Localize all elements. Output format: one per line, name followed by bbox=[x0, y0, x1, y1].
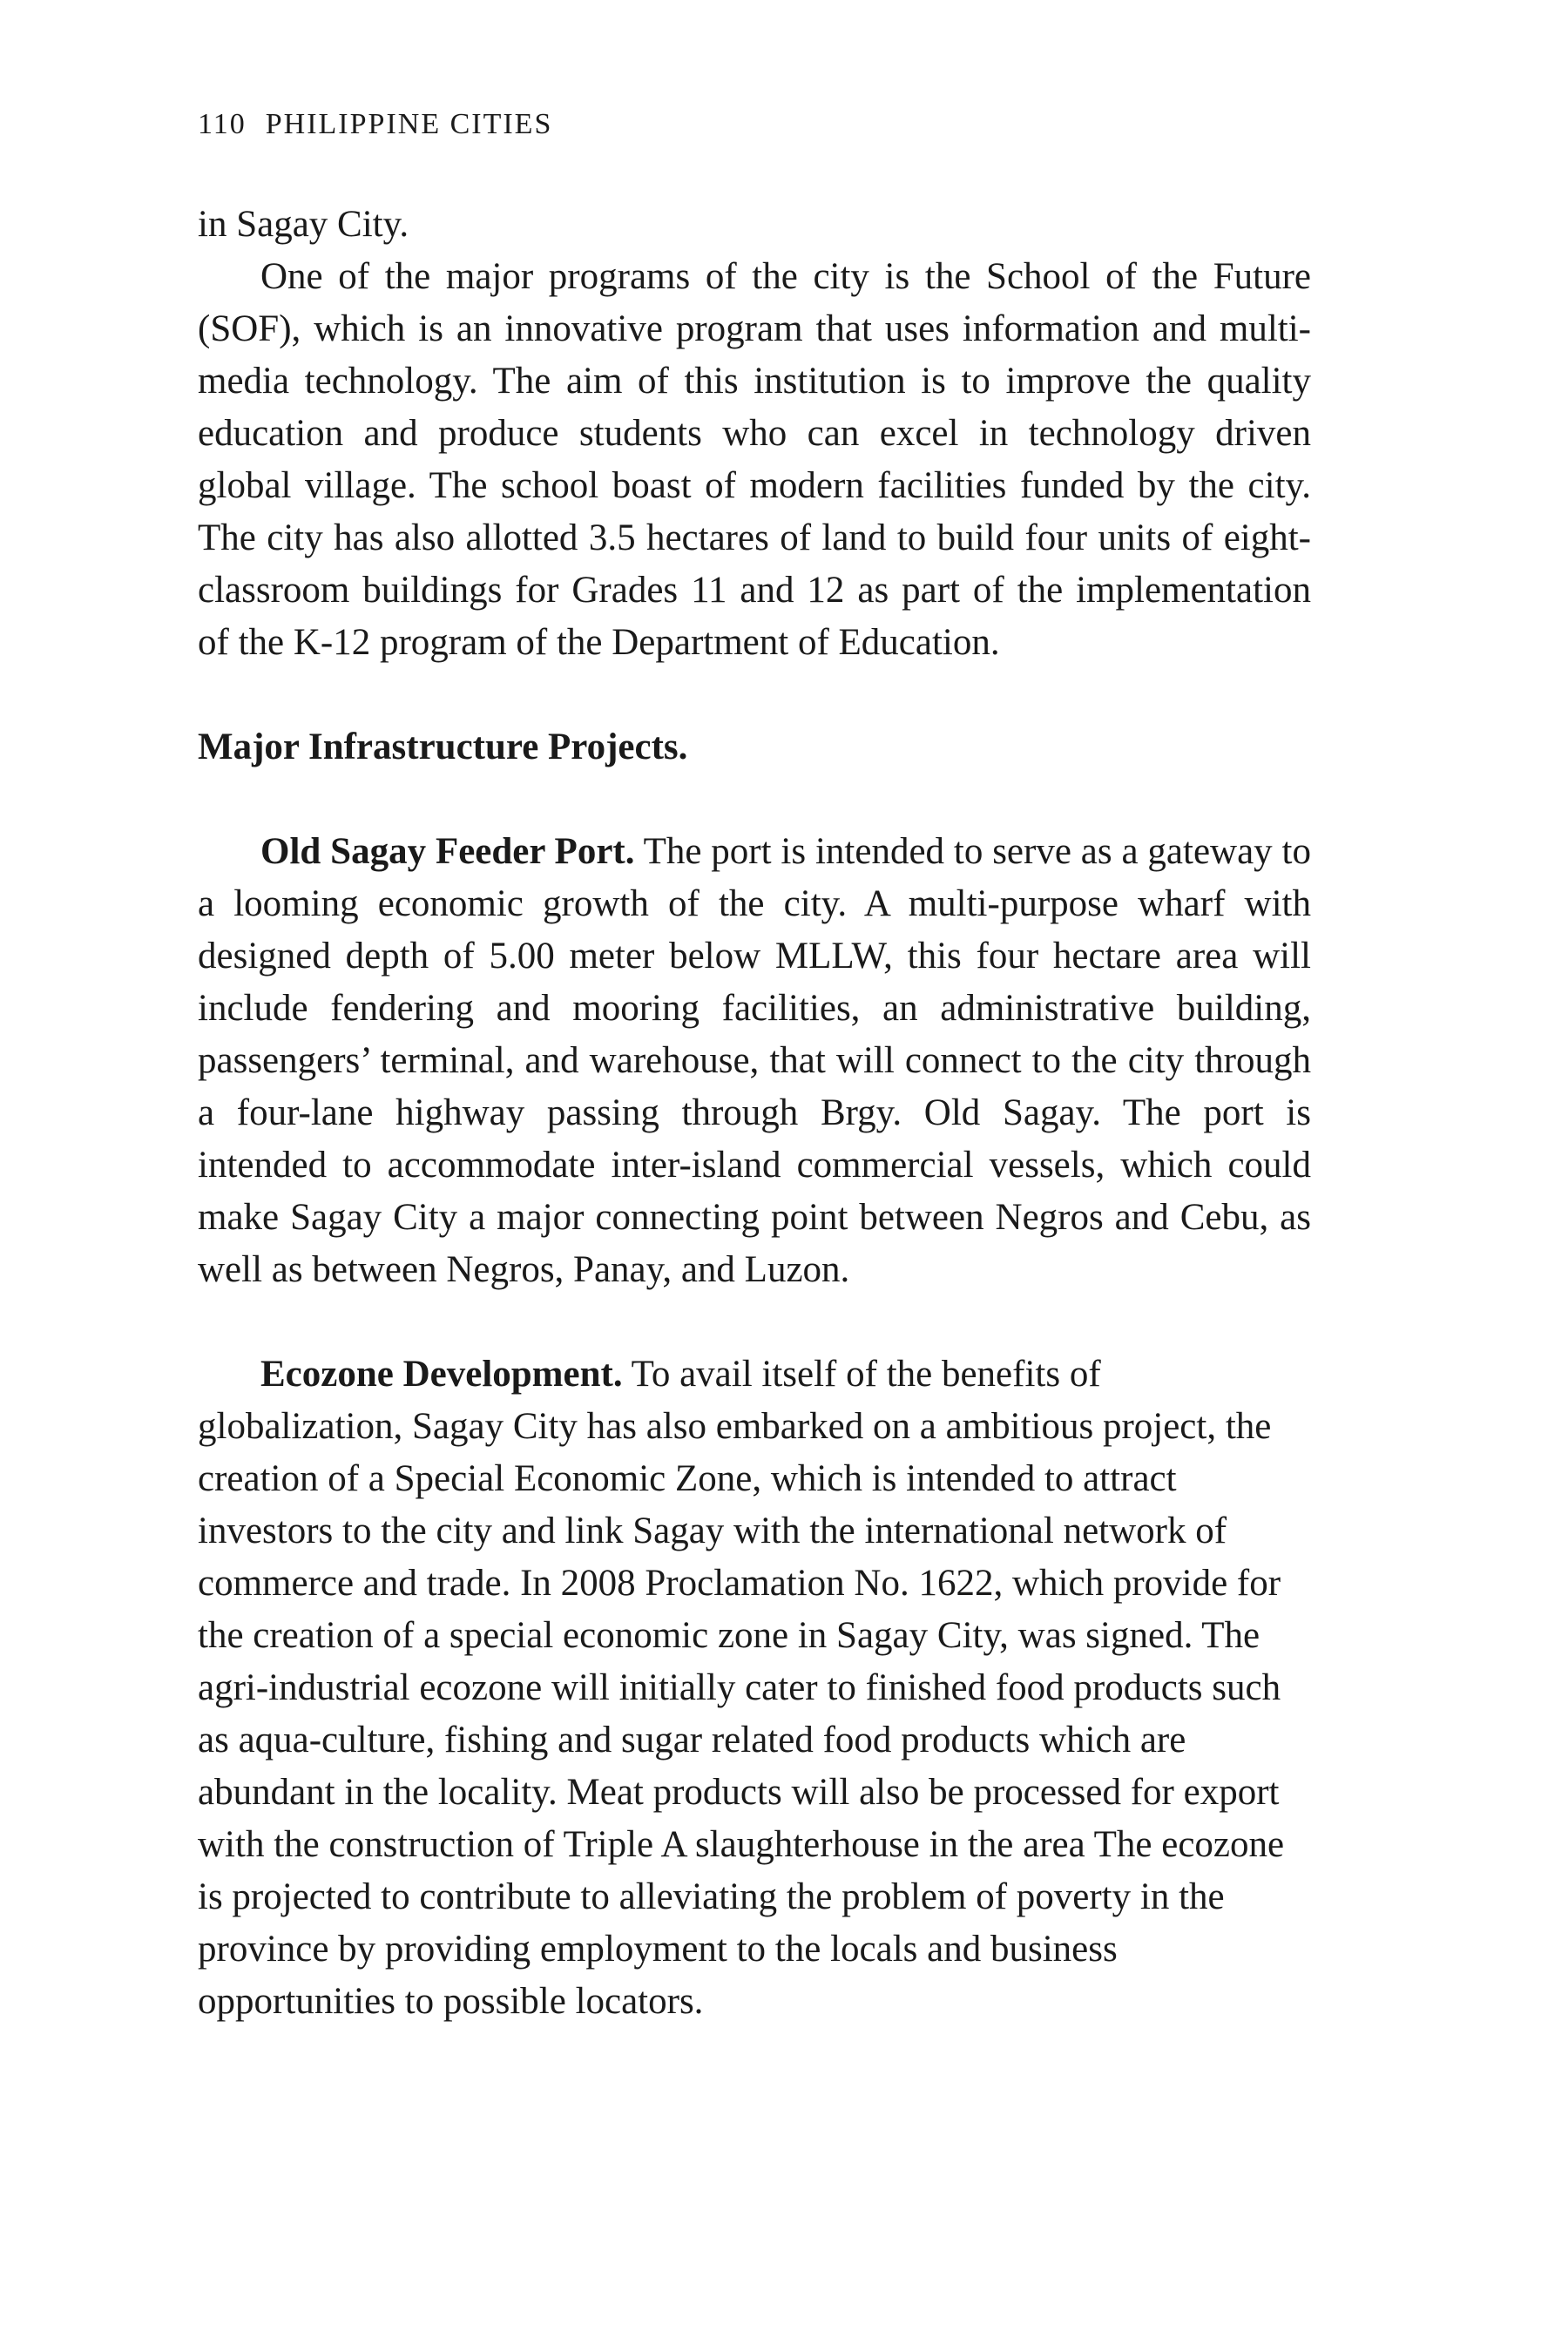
port-paragraph bbox=[198, 826, 1311, 1296]
section-heading: Major Infrastructure Projects. bbox=[198, 727, 688, 767]
book-page bbox=[198, 103, 1311, 2080]
port-section bbox=[198, 826, 1311, 1296]
continuation-paragraph: in Sagay City. bbox=[198, 204, 409, 245]
ecozone-body-text: To avail itself of the benefits of globalization, Sagay City has also embarked on a ambitious project, the creation of a Special Economic Zone, which is intended to attract investors to the city and link Sagay with the international network of commerce and trade. In 2008 Proclamation No. 1622, which provide for the creation of a special economic zone in Sagay City, was signed. The agri-industrial ecozone will initially cater to finished food products such as aqua-culture, fishing and sugar related food products which are abundant in the locality. Meat products will also be processed for export with the construction of Triple A slaughterhouse in the area The ecozone is projected to contribute to alleviating the problem of poverty in the province by providing employment to the locals and business opportunities to possible locators. bbox=[198, 1354, 1285, 2022]
page-number: 110 bbox=[198, 108, 247, 140]
ecozone-paragraph bbox=[198, 1348, 1311, 2028]
ecozone-section bbox=[198, 1348, 1311, 2028]
ecozone-run-in-title: Ecozone Development. bbox=[260, 1354, 623, 1395]
port-body-text: The port is intended to serve as a gateway to a looming economic growth of the city. A multi-purpose wharf with designed depth of 5.00 meter below MLLW, this four hectare area will include fendering and mooring facilities, an administrative building, passengers’ terminal, and warehouse, that will connect to the city through a four-lane highway passing through Brgy. Old Sagay. The port is intended to accommodate inter-island commercial vessels, which could make Sagay City a major connecting point between Negros and Cebu, as well as between Negros, Panay, and Luzon. bbox=[198, 831, 1311, 1290]
running-header bbox=[198, 103, 1311, 146]
running-title: PHILIPPINE CITIES bbox=[265, 108, 553, 140]
school-of-future-paragraph: One of the major programs of the city is the School of the Future (SOF), which is an innovative program that uses information and multi-media technology. The aim of this institution is to improve the quality education and produce students who can excel in technology driven global village. The school boast of modern facilities funded by the city. The city has also allotted 3.5 hectares of land to build four units of eight-classroom buildings for Grades 11 and 12 as part of the implementation of the K-12 program of the Department of Education. bbox=[198, 256, 1311, 663]
port-run-in-title: Old Sagay Feeder Port. bbox=[260, 831, 635, 872]
